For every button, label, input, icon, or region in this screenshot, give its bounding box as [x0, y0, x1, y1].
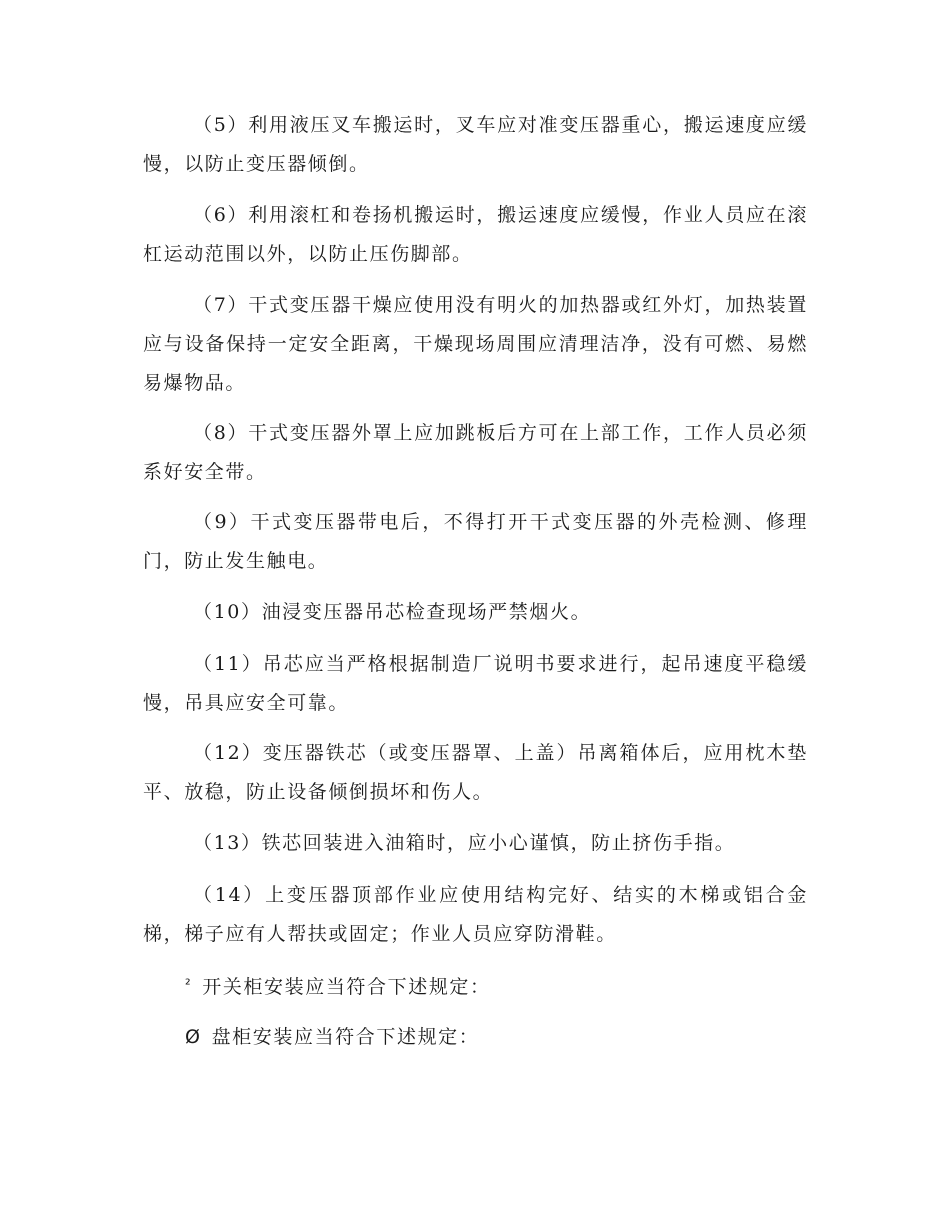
paragraph-14: （14）上变压器顶部作业应使用结构完好、结实的木梯或铝合金梯，梯子应有人帮扶或固定；作业人员应穿防滑鞋。	[143, 884, 808, 945]
paragraph-10: （10）油浸变压器吊芯检查现场严禁烟火。	[193, 601, 592, 623]
paragraph-6: （6）利用滚杠和卷扬机搬运时，搬运速度应缓慢，作业人员应在滚杠运动范围以外，以防止压伤脚部。	[143, 204, 808, 265]
bullet-mark: ²	[185, 977, 193, 993]
bullet-switchgear	[185, 966, 491, 1007]
paragraph-8: （8）干式变压器外罩上应加跳板后方可在上部工作，工作人员必须系好安全带。	[143, 422, 808, 483]
bullet-mark: Ø	[185, 1026, 202, 1048]
bullet-text: 开关柜安装应当符合下述规定：	[202, 976, 491, 998]
bullet-text: 盘柜安装应当符合下述规定：	[211, 1026, 480, 1048]
paragraph-13: （13）铁芯回装进入油箱时，应小心谨慎，防止挤伤手指。	[193, 832, 736, 854]
paragraph-12: （12）变压器铁芯（或变压器罩、上盖）吊离箱体后，应用枕木垫平、放稳，防止设备倾倒损坏和伤人。	[143, 742, 808, 803]
paragraph-11: （11）吊芯应当严格根据制造厂说明书要求进行，起吊速度平稳缓慢，吊具应安全可靠。	[143, 653, 808, 714]
bullet-cabinet	[185, 1018, 479, 1057]
paragraph-9: （9）干式变压器带电后，不得打开干式变压器的外壳检测、修理门，防止发生触电。	[143, 511, 808, 572]
paragraph-5: （5）利用液压叉车搬运时，叉车应对准变压器重心，搬运速度应缓慢，以防止变压器倾倒。	[143, 114, 808, 175]
paragraph-7: （7）干式变压器干燥应使用没有明火的加热器或红外灯，加热装置应与设备保持一定安全距离，干燥现场周围应清理洁净，没有可燃、易燃易爆物品。	[143, 294, 808, 394]
